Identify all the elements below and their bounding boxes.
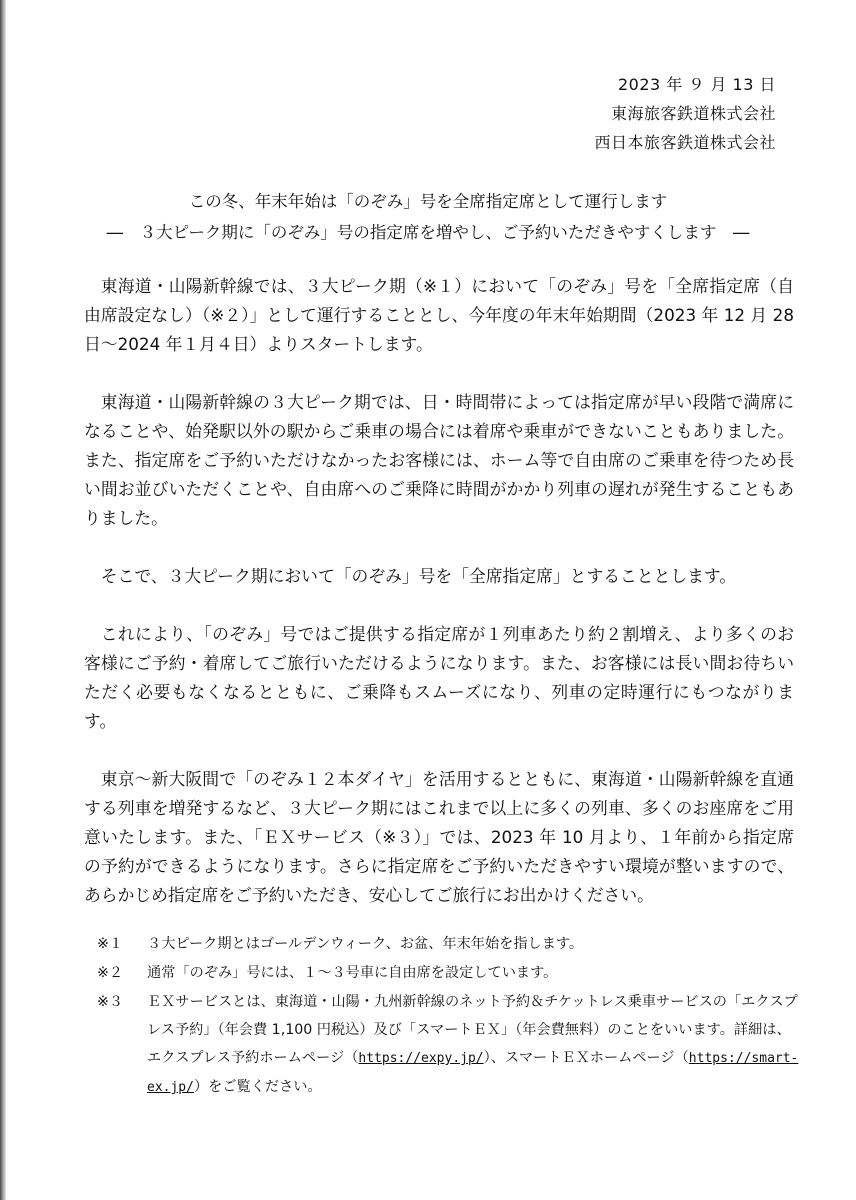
body-paragraph: 東海道・山陽新幹線の３大ピーク期では、日・時間帯によっては指定席が早い段階で満席になることや、始発駅以外の駅からご乗車の場合には着席や乗車ができないこともありました。また、指定席をご予約いただけなかったお客様には、ホーム等で自由席のご乗車を待つため長い間お並びいただくことや、自由席へのご乗降に時間がかかり列車の遅れが発生することもありました。 bbox=[84, 392, 794, 528]
document-subtitle: ― ３大ピーク期に「のぞみ」号の指定席を増やし、ご予約いただきやすくします ― bbox=[106, 223, 750, 242]
footnote-text: 通常「のぞみ」号には、１～３号車に自由席を設定しています。 bbox=[147, 965, 558, 981]
express-reservation-link[interactable]: https://expy.jp/ bbox=[358, 1051, 484, 1066]
body-paragraph: これにより、「のぞみ」号ではご提供する指定席が１列車あたり約２割増え、より多くのお客様にご予約・着席してご旅行いただけるようになります。また、お客様には長い間お待ちいただく必要もなくなるとともに、ご乗降もスムーズになり、列車の定時運行にもつながります。 bbox=[84, 624, 794, 731]
issue-date: 2023 年 ９ 月 13 日 bbox=[617, 75, 776, 94]
issuer-central-japan-railway: 東海旅客鉄道株式会社 bbox=[610, 104, 776, 123]
footnote-mark: ※２ bbox=[97, 965, 124, 981]
footnote bbox=[97, 988, 802, 1102]
footnote-text-part: ）、スマートＥＸホームページ（ bbox=[483, 1050, 689, 1066]
body-paragraph: そこで、３大ピーク期において「のぞみ」号を「全席指定席」とすることとします。 bbox=[100, 566, 737, 586]
document-title-block bbox=[60, 186, 796, 248]
footnote bbox=[97, 930, 802, 958]
document-body bbox=[84, 272, 794, 939]
footnote-text-ex-service bbox=[147, 988, 802, 1102]
document-title: この冬、年末年始は「のぞみ」号を全席指定席として運行します bbox=[188, 192, 668, 211]
footnote-mark: ※３ bbox=[97, 994, 124, 1010]
body-paragraph: 東海道・山陽新幹線では、３大ピーク期（※１）において「のぞみ」号を「全席指定席（自由席設定なし）（※２）」として運行することとし、今年度の年末年始期間（2023 年 12 月 28 日～2024 年１月４日）よりスタートします。 bbox=[84, 276, 794, 354]
footnote bbox=[97, 959, 802, 987]
smart-ex-link[interactable]: https://smart-ex.jp/ bbox=[147, 1051, 799, 1095]
issuer-west-japan-railway: 西日本旅客鉄道株式会社 bbox=[594, 133, 776, 152]
footnote-text-part: ＥＸサービスとは、東海道・山陽・九州新幹線のネット予約＆チケットレス乗車サービスの「エクスプレス予約」（年会費 1,100 円税込）及び「スマートＥＸ」（年会費無料）のことをいいます。詳細は、エクスプレス予約ホームページ（ bbox=[147, 994, 798, 1066]
document-header bbox=[594, 70, 776, 157]
page-edge-shadow bbox=[0, 0, 6, 1200]
footnote-mark: ※１ bbox=[97, 936, 124, 952]
footnotes bbox=[97, 930, 802, 1103]
footnote-text: ３大ピーク期とはゴールデンウィーク、お盆、年末年始を指します。 bbox=[147, 936, 584, 952]
body-paragraph: 東京～新大阪間で「のぞみ１２本ダイヤ」を活用するとともに、東海道・山陽新幹線を直通する列車を増発するなど、３大ピーク期にはこれまで以上に多くの列車、多くのお座席をご用意いたします。また、「ＥＸサービス（※３）」では、2023 年 10 月より、１年前から指定席の予約ができるようになります。さらに指定席をご予約いただきやすい環境が整いますので、あらかじめ指定席をご予約いただき、安心してご旅行にお出かけください。 bbox=[84, 769, 794, 905]
footnote-text-part: ）をご覧ください。 bbox=[193, 1079, 322, 1095]
